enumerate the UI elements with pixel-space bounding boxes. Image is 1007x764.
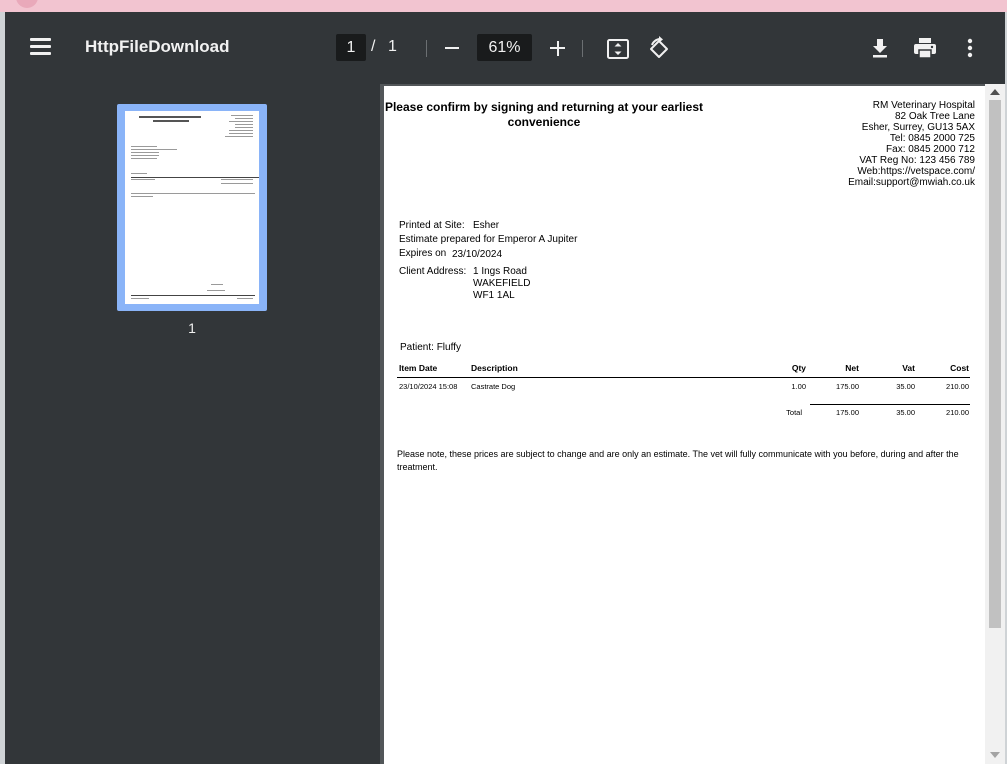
practice-email: Email:support@mwiah.co.uk (848, 177, 975, 188)
expires-date: 23/10/2024 (452, 249, 503, 260)
col-header-cost: Cost (950, 363, 969, 373)
printed-at-site: Esher (473, 220, 500, 231)
scrollbar-thumb[interactable] (989, 100, 1001, 628)
total-cost: 210.00 (946, 408, 969, 417)
row-qty: 1.00 (791, 382, 806, 391)
zoom-input[interactable]: 61% (477, 34, 532, 61)
row-item-date: 23/10/2024 15:08 (399, 382, 458, 391)
estimate-note: Please note, these prices are subject to change and are only an estimate. The vet will fully communicate with you before, during and after the treatment. (397, 449, 959, 472)
page-thumbnail[interactable] (117, 104, 267, 311)
more-vert-icon[interactable] (960, 36, 980, 60)
zoom-out-icon[interactable] (445, 47, 459, 49)
rotate-icon[interactable] (645, 35, 673, 63)
thumbnail-page-number: 1 (188, 320, 196, 336)
pdf-page (384, 86, 985, 764)
address-line-2: WAKEFIELD (473, 278, 531, 289)
practice-fax: Fax: 0845 2000 712 (886, 144, 975, 155)
col-header-qty: Qty (791, 363, 806, 373)
total-label: Total (786, 408, 802, 417)
toolbar-divider (426, 40, 427, 57)
col-header-vat: Vat (902, 363, 915, 373)
expires-label: Expires on (399, 248, 447, 259)
practice-tel: Tel: 0845 2000 725 (889, 133, 975, 144)
tab-favicon (16, 0, 38, 8)
row-vat: 35.00 (896, 382, 915, 391)
row-net: 175.00 (836, 382, 859, 391)
row-description: Castrate Dog (471, 382, 516, 391)
vertical-scrollbar[interactable] (985, 84, 1005, 764)
pdf-viewer (380, 84, 1005, 764)
printed-at-label: Printed at Site: (399, 220, 465, 231)
page-separator: / (371, 38, 376, 55)
browser-tab-strip (0, 0, 1007, 12)
row-cost: 210.00 (946, 382, 969, 391)
practice-town: Esher, Surrey, GU13 5AX (861, 122, 975, 133)
practice-address (848, 100, 975, 188)
fit-page-icon[interactable] (605, 36, 631, 62)
total-net: 175.00 (836, 408, 859, 417)
patient-name: Patient: Fluffy (400, 342, 461, 353)
zoom-in-icon-stem[interactable] (557, 41, 559, 56)
scroll-up-icon[interactable] (990, 89, 1000, 95)
practice-name: RM Veterinary Hospital (872, 100, 975, 111)
pdf-toolbar (5, 12, 1005, 84)
total-vat: 35.00 (896, 408, 915, 417)
col-header-net: Net (845, 363, 859, 373)
col-header-item-date: Item Date (399, 363, 438, 373)
scroll-down-icon[interactable] (990, 752, 1000, 758)
toolbar-divider (582, 40, 583, 57)
practice-street: 82 Oak Tree Lane (894, 111, 975, 122)
thumbnail-page-preview (125, 111, 259, 304)
print-icon[interactable] (911, 36, 939, 60)
col-header-description: Description (471, 363, 518, 373)
address-line-1: 1 Ings Road (473, 266, 527, 277)
address-line-3: WF1 1AL (473, 290, 515, 301)
prepared-for: Estimate prepared for Emperor A Jupiter (399, 234, 578, 245)
thumbnail-sidebar (5, 84, 380, 764)
document-title: HttpFileDownload (85, 37, 230, 56)
download-icon[interactable] (868, 36, 892, 60)
client-address-label: Client Address: (399, 266, 467, 277)
page-count: 1 (388, 38, 397, 55)
table-header-rule (397, 377, 970, 378)
practice-vat: VAT Reg No: 123 456 789 (859, 155, 975, 166)
total-rule (810, 404, 970, 405)
document-heading: Please confirm by signing and returning at your earliest convenience (384, 100, 704, 129)
practice-web: Web:https://vetspace.com/ (857, 166, 975, 177)
menu-icon[interactable] (30, 38, 51, 55)
page-number-input[interactable]: 1 (336, 34, 366, 61)
